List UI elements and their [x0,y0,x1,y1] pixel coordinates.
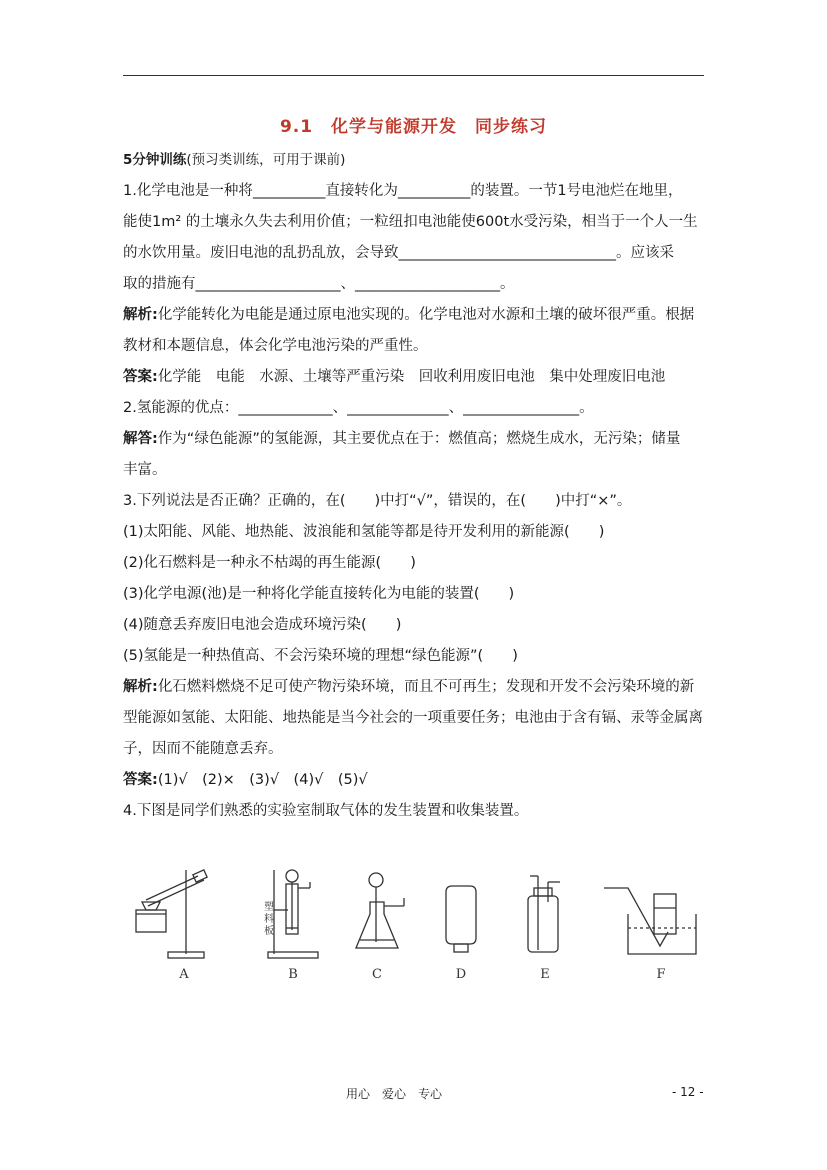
line-text: 4.下图是同学们熟悉的实验室制取气体的发生装置和收集装置。 [123,803,529,819]
text-line [123,522,708,542]
text-line [123,274,708,294]
line-text: 化学能转化为电能是通过原电池实现的。化学电池对水源和土壤的破坏很严重。根据 [157,307,695,323]
text-line [123,398,708,418]
text-line [123,305,708,325]
line-text: (5)氢能是一种热值高、不会污染环境的理想“绿色能源”( ) [123,648,518,664]
header-rule [123,75,704,76]
text-line [123,243,708,263]
document-body [123,150,708,832]
line-text: (1)太阳能、风能、地热能、波浪能和氢能等都是待开发利用的新能源( ) [123,524,605,540]
apparatus-figure [128,862,698,982]
text-line [123,181,708,201]
line-text: (3)化学电源(池)是一种将化学能直接转化为电能的装置( ) [123,586,515,602]
text-line [123,739,708,759]
page-title: 9.1 化学与能源开发 同步练习 [279,117,548,137]
text-line [123,646,708,666]
text-lines [123,181,708,821]
line-label: 答案: [123,772,158,788]
text-line [123,367,708,387]
line-text: 1.化学电池是一种将__________直接转化为__________的装置。一节1号电池烂在地里， [123,183,683,199]
apparatus-e [528,876,560,952]
section-heading [123,150,708,170]
apparatus-b [268,870,318,958]
line-text: (2)化石燃料是一种永不枯竭的再生能源( ) [123,555,416,571]
line-text: 型能源如氢能、太阳能、地热能是当今社会的一项重要任务；电池由于含有镉、汞等金属离 [123,710,703,726]
text-line [123,212,708,232]
apparatus-c [356,873,404,948]
line-text: 作为“绿色能源”的氢能源，其主要优点在于：燃值高；燃烧生成水，无污染；储量 [157,431,681,447]
line-text: 化学能 电能 水源、土壤等严重污染 回收利用废旧电池 集中处理废旧电池 [157,369,666,385]
apparatus-f [604,888,696,954]
figure-label-a: A [179,967,189,982]
text-line [123,553,708,573]
figure-label-b: B [288,967,298,982]
line-label: 答案: [123,369,158,385]
line-text: 能使1m² 的土壤永久失去利用价值；一粒纽扣电池能使600t水受污染，相当于一个人一生 [123,214,698,230]
line-text: 丰富。 [123,462,167,478]
figure-label-c: C [372,967,382,982]
line-text: 2.氢能源的优点：_____________、______________、________________。 [123,400,594,416]
line-text: 教材和本题信息，体会化学电池污染的严重性。 [123,338,428,354]
text-line [123,677,708,697]
text-line [123,336,708,356]
plate-text-3: 板 [264,926,274,937]
page-number: - 12 - [672,1085,704,1099]
section-heading-rest: (预习类训练，可用于课前) [186,152,346,168]
plate-text-1: 塑 [264,902,274,913]
apparatus-d [446,886,476,952]
plate-text-2: 料 [264,914,274,925]
line-text: 子，因而不能随意丢弃。 [123,741,283,757]
text-line [123,801,708,821]
line-label: 解答: [123,431,158,447]
text-line [123,491,708,511]
figure-label-e: E [540,967,550,982]
line-text: 取的措施有____________________、____________________。 [123,276,515,292]
footer-motto: 用心 爱心 专心 [346,1087,443,1101]
apparatus-a [136,870,207,958]
line-text: 的水饮用量。废旧电池的乱扔乱放，会导致______________________________。应该采 [123,245,674,261]
text-line [123,584,708,604]
line-text: (4)随意丢弃废旧电池会造成环境污染( ) [123,617,402,633]
line-text: (1)√ (2)× (3)√ (4)√ (5)√ [157,772,368,788]
section-heading-bold: 5分钟训练 [123,152,187,168]
line-text: 3.下列说法是否正确？正确的，在( )中打“√”，错误的，在( )中打“×”。 [123,493,632,509]
figure-label-f: F [656,967,666,982]
text-line [123,460,708,480]
text-line [123,429,708,449]
text-line [123,708,708,728]
line-text: 化石燃料燃烧不足可使产物污染环境，而且不可再生；发现和开发不会污染环境的新 [157,679,695,695]
line-label: 解析: [123,307,158,323]
line-label: 解析: [123,679,158,695]
figure-label-d: D [455,967,467,982]
text-line [123,615,708,635]
text-line [123,770,708,790]
